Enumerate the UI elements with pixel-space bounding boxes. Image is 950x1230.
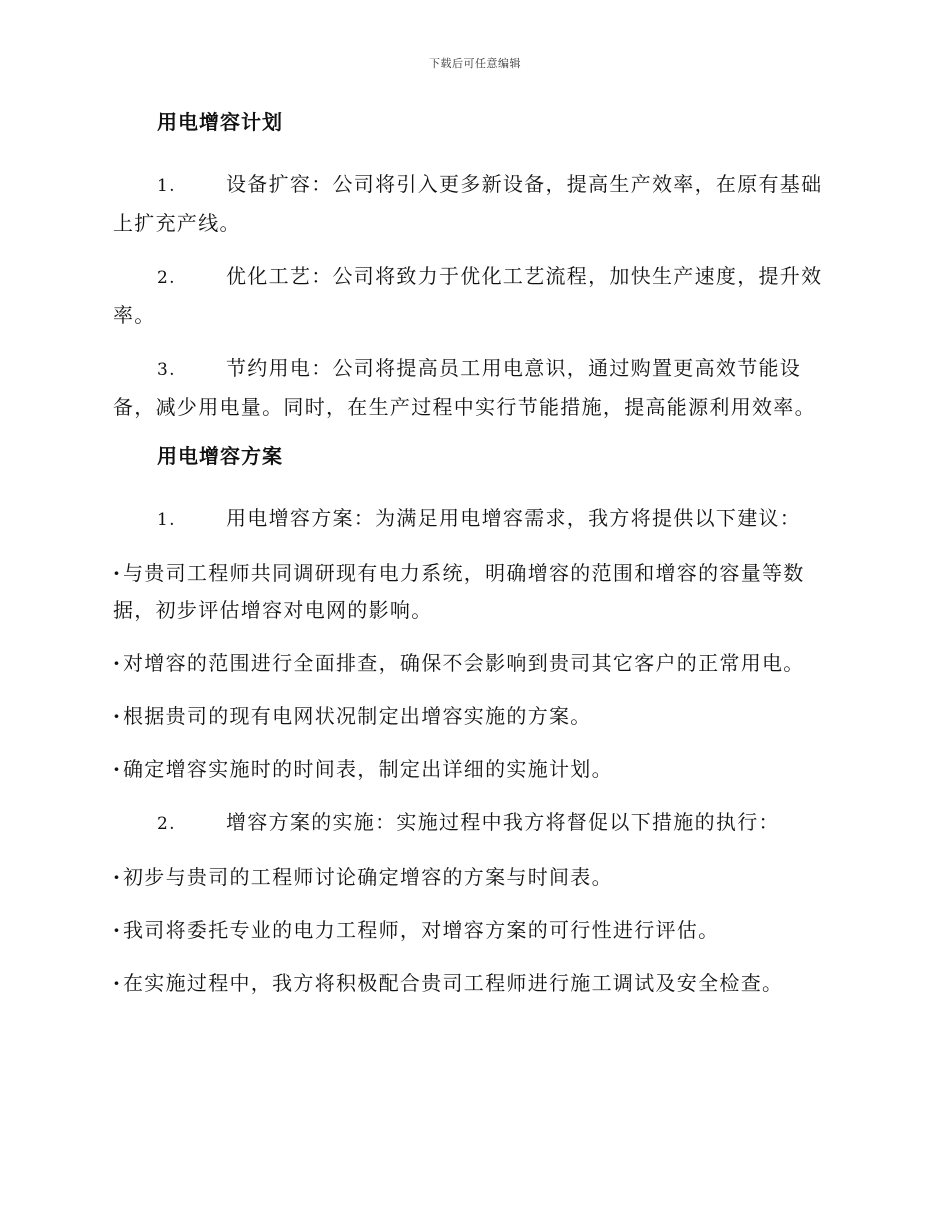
item-number: 2. bbox=[157, 268, 176, 288]
bullet-text: 根据贵司的现有电网状况制定出增容实施的方案。 bbox=[123, 704, 592, 728]
bullet-text: 初步与贵司的工程师讨论确定增容的方案与时间表。 bbox=[123, 865, 613, 889]
bullet-text: 在实施过程中，我方将积极配合贵司工程师进行施工调试及安全检查。 bbox=[123, 971, 784, 995]
item-text: 优化工艺：公司将致力于优化工艺流程，加快生产速度，提升效率。 bbox=[113, 264, 823, 327]
bullet-item bbox=[113, 965, 835, 1002]
item-number: 3. bbox=[157, 360, 176, 380]
bullet-item bbox=[113, 751, 835, 788]
bullet-item bbox=[113, 698, 835, 735]
bullet-dot: · bbox=[113, 971, 122, 995]
plan-item-1 bbox=[113, 166, 835, 242]
bullet-dot: · bbox=[113, 651, 122, 675]
item-number: 2. bbox=[157, 814, 176, 834]
bullet-text: 确定增容实施时的时间表，制定出详细的实施计划。 bbox=[123, 757, 613, 781]
bullet-item bbox=[113, 555, 835, 629]
item-number: 1. bbox=[157, 510, 176, 530]
bullet-dot: · bbox=[113, 865, 122, 889]
bullet-text: 对增容的范围进行全面排查，确保不会影响到贵司其它客户的正常用电。 bbox=[123, 651, 805, 675]
bullet-item bbox=[113, 859, 835, 896]
bullet-text: 与贵司工程师共同调研现有电力系统，明确增容的范围和增容的容量等数据，初步评估增容对电网的影响。 bbox=[113, 561, 805, 622]
bullet-item bbox=[113, 912, 835, 949]
scheme-item-2 bbox=[113, 804, 835, 843]
item-text: 用电增容方案：为满足用电增容需求，我方将提供以下建议： bbox=[226, 506, 802, 530]
bullet-dot: · bbox=[113, 704, 122, 728]
bullet-item bbox=[113, 645, 835, 682]
item-text: 设备扩容：公司将引入更多新设备，提高生产效率，在原有基础上扩充产线。 bbox=[113, 172, 823, 235]
bullet-dot: · bbox=[113, 918, 122, 942]
bullet-dot: · bbox=[113, 561, 122, 585]
bullet-text: 我司将委托专业的电力工程师，对增容方案的可行性进行评估。 bbox=[123, 918, 720, 942]
item-number: 1. bbox=[157, 176, 176, 196]
scheme-item-1 bbox=[113, 500, 835, 539]
section-title-plan: 用电增容计划 bbox=[157, 110, 283, 134]
item-text: 节约用电：公司将提高员工用电意识，通过购置更高效节能设备，减少用电量。同时，在生产过程中实行节能措施，提高能源利用效率。 bbox=[113, 356, 816, 419]
section-title-scheme: 用电增容方案 bbox=[157, 444, 283, 468]
item-text: 增容方案的实施：实施过程中我方将督促以下措施的执行： bbox=[226, 810, 780, 834]
plan-item-2 bbox=[113, 258, 835, 334]
page-header: 下载后可任意编辑 bbox=[429, 57, 521, 70]
document-body bbox=[113, 108, 835, 1018]
plan-item-3 bbox=[113, 350, 835, 426]
bullet-dot: · bbox=[113, 757, 122, 781]
